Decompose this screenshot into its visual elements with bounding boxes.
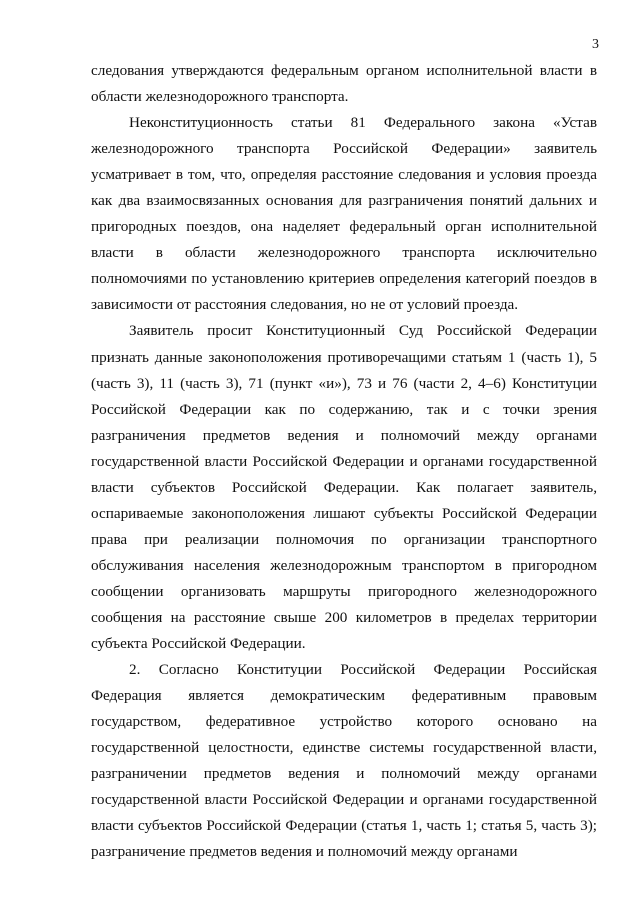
paragraph-unconstitutionality-claim: Неконституционность статьи 81 Федерального закона «Устав железнодорожного транспорта Российской Федерации» заявитель усматривает в том, что, определяя расстояние следования и условия проезда как два взаимосвязанных основания для разграничения понятий дальних и пригородных поездов, она наделяет федеральный орган исполнительной власти в области железнодорожного транспорта исключительно полномочиями по установлению критериев определения категорий поездов в зависимости от расстояния следования, но не от условий проезда. xyxy=(91,114,597,314)
paragraph-applicant-request: Заявитель просит Конституционный Суд Российской Федерации признать данные законоположения противоречащими статьям 1 (часть 1), 5 (часть 3), 11 (часть 3), 71 (пункт «и»), 73 и 76 (части 2, 4–6) Конституции Российской Федерации как по содержанию, так и с точки зрения разграничения предметов ведения и полномочий между органами государственной власти Российской Федерации и органами государственной власти субъектов Российской Федерации. Как полагает заявитель, оспариваемые законоположения лишают субъекты Российской Федерации права при реализации полномочия по организации транспортного обслуживания населения железнодорожным транспортом в пригородном сообщении организовать маршруты пригородного железнодорожного сообщения на расстояние свыше 200 километров в пределах территории субъекта Российской Федерации. xyxy=(91,322,597,653)
paragraph-continuation: следования утверждаются федеральным органом исполнительной власти в области железнодорожного транспорта. xyxy=(91,62,597,106)
page-number: 3 xyxy=(592,37,599,52)
paragraph-constitution-section-2: 2. Согласно Конституции Российской Федерации Российская Федерация является демократическим федеративным правовым государством, федеративное устройство которого основано на государственной целостности, единстве системы государственной власти, разграничении предметов ведения и полномочий между органами государственной власти Российской Федерации и органами государственной власти субъектов Российской Федерации (статья 1, часть 1; статья 5, часть 3); разграничение предметов ведения и полномочий между органами xyxy=(91,661,597,861)
document-body xyxy=(91,58,597,865)
